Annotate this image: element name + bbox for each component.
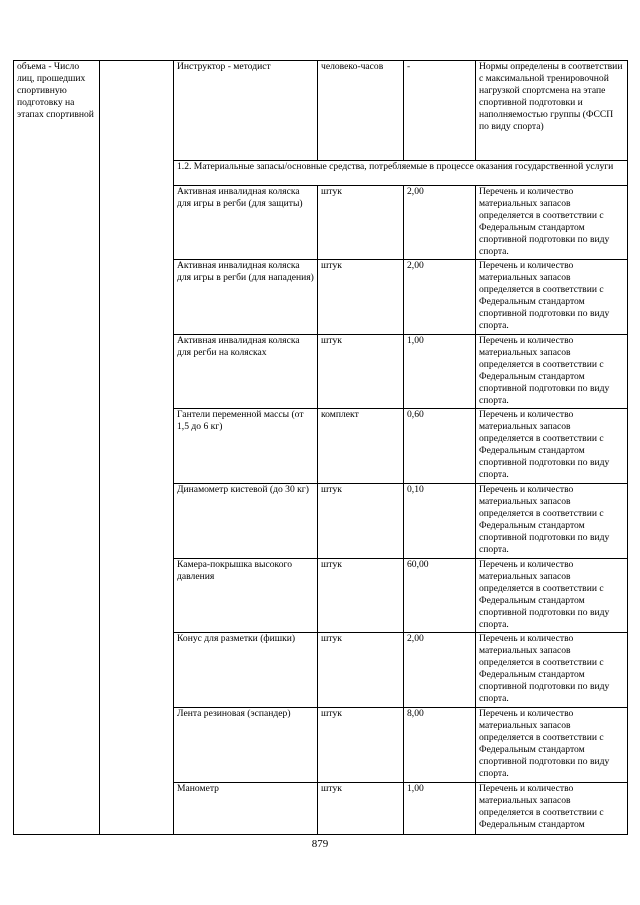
item-note-cell: Перечень и количество материальных запасов определяется в соответствии с Федеральным стандартом спортивной подготовки по виду спорта. [476,186,628,260]
item-value-cell: 0,60 [404,409,476,484]
note-cell: Нормы определены в соответствии с максимальной тренировочной нагрузкой спортсмена на этапе спортивной подготовки и наполняемостью группы (ФССП по виду спорта) [476,61,628,161]
item-note-cell: Перечень и количество материальных запасов определяется в соответствии с Федеральным стандартом спортивной подготовки по виду спорта. [476,484,628,559]
item-unit-cell: штук [318,559,404,633]
item-unit-cell: штук [318,632,404,707]
item-value-cell: 60,00 [404,559,476,633]
item-unit-cell: штук [318,707,404,782]
item-note-cell: Перечень и количество материальных запасов определяется в соответствии с Федеральным стандартом спортивной подготовки по виду спорта. [476,260,628,335]
item-value-cell: 2,00 [404,186,476,260]
item-value-cell: 0,10 [404,484,476,559]
item-value-cell: 8,00 [404,707,476,782]
value-cell: - [404,61,476,161]
item-note-cell: Перечень и количество материальных запасов определяется в соответствии с Федеральным стандартом спортивной подготовки по виду спорта. [476,559,628,633]
item-value-cell: 1,00 [404,782,476,834]
section-heading: 1.2. Материальные запасы/основные средства, потребляемые в процессе оказания государственной услуги [174,161,628,186]
item-unit-cell: штук [318,484,404,559]
item-value-cell: 2,00 [404,260,476,335]
item-value-cell: 1,00 [404,335,476,409]
item-name-cell: Активная инвалидная коляска для игры в регби (для нападения) [174,260,318,335]
item-note-cell: Перечень и количество материальных запасов определяется в соответствии с Федеральным стандартом спортивной подготовки по виду спорта. [476,632,628,707]
item-name-cell: Конус для разметки (фишки) [174,632,318,707]
norms-table [13,60,628,835]
item-name-cell: Манометр [174,782,318,834]
item-unit-cell: комплект [318,409,404,484]
item-name-cell: Лента резиновая (эспандер) [174,707,318,782]
page-number: 879 [311,838,329,850]
item-note-cell: Перечень и количество материальных запасов определяется в соответствии с Федеральным стандартом спортивной подготовки по виду спорта. [476,409,628,484]
item-unit-cell: штук [318,260,404,335]
item-note-cell: Перечень и количество материальных запасов определяется в соответствии с Федеральным стандартом спортивной подготовки по виду спорта. [476,707,628,782]
indicator-name-cell: объема - Число лиц, прошедших спортивную подготовку на этапах спортивной [14,61,100,835]
resource-name-cell: Инструктор - методист [174,61,318,161]
item-unit-cell: штук [318,186,404,260]
item-value-cell: 2,00 [404,632,476,707]
item-name-cell: Динамометр кистевой (до 30 кг) [174,484,318,559]
item-unit-cell: штук [318,335,404,409]
item-name-cell: Активная инвалидная коляска для регби на колясках [174,335,318,409]
item-unit-cell: штук [318,782,404,834]
item-name-cell: Камера-покрышка высокого давления [174,559,318,633]
item-name-cell: Гантели переменной массы (от 1,5 до 6 кг) [174,409,318,484]
unit-cell: человеко-часов [318,61,404,161]
item-note-cell: Перечень и количество материальных запасов определяется в соответствии с Федеральным стандартом [476,782,628,834]
item-name-cell: Активная инвалидная коляска для игры в регби (для защиты) [174,186,318,260]
empty-column-cell [100,61,174,835]
table-row-instructor [14,61,628,161]
item-note-cell: Перечень и количество материальных запасов определяется в соответствии с Федеральным стандартом спортивной подготовки по виду спорта. [476,335,628,409]
